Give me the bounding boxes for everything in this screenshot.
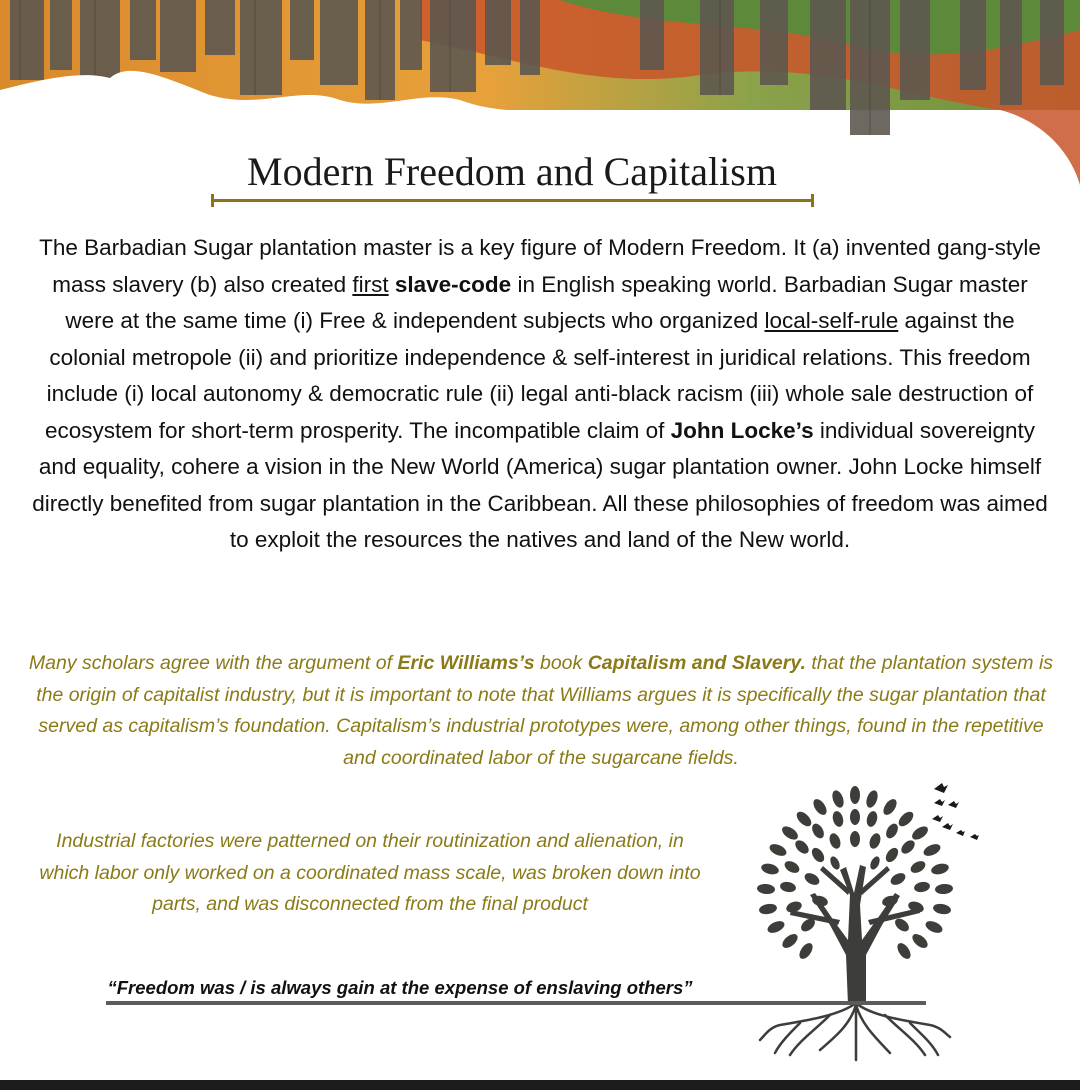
- tree-of-life-icon: [720, 775, 990, 1065]
- underlined-first: first: [352, 271, 389, 297]
- title-divider: [211, 199, 814, 202]
- quote-industrial-factories: Industrial factories were patterned on their routinization and alienation, in which labor only worked on a coordinated mass scale, was broken down into parts, and was disconnected from the final product: [39, 830, 701, 915]
- quote-author: Eric Williams’s: [397, 652, 535, 674]
- bold-slave-code: slave-code: [394, 271, 512, 297]
- bold-john-locke: John Locke’s: [670, 417, 814, 443]
- quote-text-part: Many scholars agree with the argument of: [28, 652, 398, 674]
- closing-quote: “Freedom was / is always gain at the expense of enslaving others”: [107, 977, 693, 998]
- body-text-part: against the colonial metropole (ii) and prioritize independence & self-interest in juridical relations. This freedom include (i) local autonomy & democratic rule (ii) legal anti-black racism (iii) whole sale destruction of ecosystem for short-term prosperity. The incompatible claim of: [45, 308, 1034, 443]
- book-title: Capitalism and Slavery.: [587, 652, 806, 674]
- underlined-local-self-rule: local-self-rule: [764, 308, 899, 333]
- quote-eric-williams: [28, 648, 1054, 774]
- body-text-part: individual sovereignty and equality, cohere a vision in the New World (America) sugar plantation owner. John Locke himself directly benefited from sugar plantation in the Caribbean. All these philosophies of freedom was aimed to exploit the resources the natives and land of the New world.: [32, 417, 1048, 552]
- quote-text-part: book: [534, 652, 588, 674]
- main-paragraph: [30, 230, 1050, 559]
- body-text-part: in English speaking world. Barbadian Sugar master were at the same time (i) Free & independent subjects who organized: [65, 271, 1028, 333]
- quote-text-part: that the plantation system is the origin of capitalist industry, but it is important to note that Williams argues it is specifically the sugar plantation that served as capitalism’s foundation. Capitalism’s industrial prototypes were, among other things, found in the repetitive and coordinated labor of the sugarcane fields.: [36, 652, 1054, 769]
- quote-underline: [106, 1001, 926, 1005]
- body-text-part: The Barbadian Sugar plantation master is a key figure of Modern Freedom. It (a) invented gang-style mass slavery (b) also created: [39, 235, 1041, 297]
- bottom-bar: [0, 1080, 1080, 1090]
- page-title: Modern Freedom and Capitalism: [247, 149, 777, 194]
